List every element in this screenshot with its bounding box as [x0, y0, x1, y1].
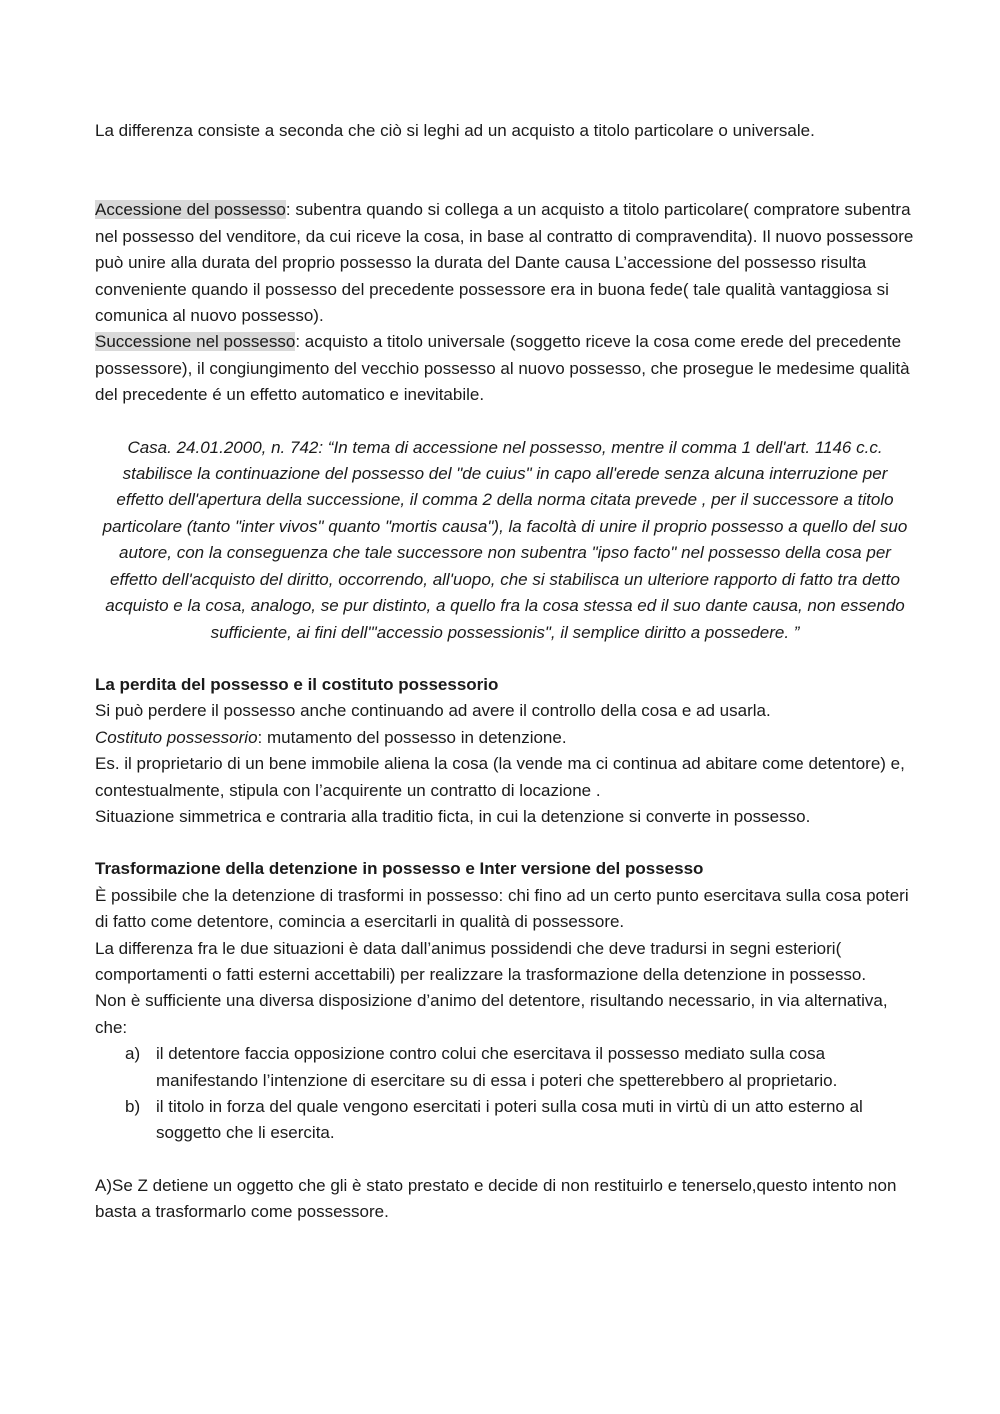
costituto-text: : mutamento del possesso in detenzione.	[257, 727, 567, 747]
costituto-paragraph	[95, 725, 915, 751]
successione-term: Successione nel possesso	[95, 332, 296, 352]
list-marker: a)	[125, 1044, 141, 1064]
list-item-text: il titolo in forza del quale vengono esercitati i poteri sulla cosa muti in virtù di un atto esterno al soggetto che li esercita.	[156, 1097, 863, 1143]
costituto-term: Costituto possessorio	[95, 727, 258, 747]
trasformazione-p1: È possibile che la detenzione di trasformi in possesso: chi fino ad un certo punto esercitava sulla cosa poteri di fatto come detentore, comincia a esercitarli in qualità di possessore.	[95, 885, 909, 932]
spacer	[95, 830, 915, 856]
spacer	[95, 1147, 915, 1173]
list-marker: b)	[125, 1097, 141, 1116]
trasformazione-p3: Non è sufficiente una diversa disposizione d’animo del detentore, risultando necessario, in via alternativa, che:	[95, 991, 888, 1037]
perdita-line1: Si può perdere il possesso anche continuando ad avere il controllo della cosa e ad usarla.	[95, 701, 771, 721]
accessione-term: Accessione del possesso	[95, 200, 286, 220]
successione-paragraph	[95, 329, 915, 408]
perdita-simmetrica: Situazione simmetrica e contraria alla traditio ficta, in cui la detenzione si converte in possesso.	[95, 806, 811, 826]
list-item	[95, 1041, 915, 1094]
spacer	[95, 144, 915, 197]
trasformazione-heading: Trasformazione della detenzione in possesso e Inter versione del possesso	[95, 859, 704, 879]
accessione-text: : subentra quando si collega a un acquisto a titolo particolare( compratore subentra nel possesso del venditore, da cui riceve la cosa, in base al contratto di compravendita). Il nuovo possessore può unire alla durata del proprio possesso la durata del Dante causa L’accessione del possesso risulta conveniente quando il possesso del precedente possessore era in buona fede( tale qualità vantaggiosa si comunica al nuovo possesso).	[95, 200, 914, 326]
document-page	[95, 118, 915, 1226]
list-item-text: il detentore faccia opposizione contro colui che esercitava il possesso mediato sulla cosa manifestando l’intenzione di esercitare su di essa i poteri che spetterebbero al proprietario.	[156, 1044, 838, 1090]
successione-text: : acquisto a titolo universale (soggetto riceve la cosa come erede del precedente possessore), il congiungimento del vecchio possesso al nuovo possesso, che prosegue le medesime qualità del precedente é un effetto automatico e inevitabile.	[95, 332, 910, 405]
intro-paragraph: La differenza consiste a seconda che ciò si leghi ad un acquisto a titolo particolare o universale.	[95, 121, 815, 140]
case-law-quote: Casa. 24.01.2000, n. 742: “In tema di accessione nel possesso, mentre il comma 1 dell'art. 1146 c.c. stabilisce la continuazione del possesso del "de cuius" in capo all'erede senza alcuna interruzione per effetto dell'apertura della successione, il comma 2 della norma citata prevede , per il successore a titolo particolare (tanto "inter vivos" quanto "mortis causa"), la facoltà di unire il proprio possesso a quello del suo autore, con la conseguenza che tale successore non subentra "ipso facto" nel possesso della cosa per effetto dell'acquisto del diritto, occorrendo, all'uopo, che si stabilisca un ulteriore rapporto di fatto tra detto acquisto e la cosa, analogo, se pur distinto, a quello fra la cosa stessa ed il suo dante causa, non essendo sufficiente, ai fini dell'"accessio possessionis", il semplice diritto a possedere. ”	[102, 437, 908, 642]
list-item	[95, 1094, 915, 1147]
perdita-example: Es. il proprietario di un bene immobile aliena la cosa (la vende ma ci continua ad abitare come detentore) e, contestualmente, stipula con l’acquirente un contratto di locazione .	[95, 754, 905, 800]
spacer	[95, 409, 915, 435]
final-paragraph: A)Se Z detiene un oggetto che gli è stato prestato e decide di non restituirlo e tenerselo,questo intento non basta a trasformarlo come possessore.	[95, 1175, 897, 1222]
spacer	[95, 646, 915, 672]
accessione-paragraph	[95, 197, 915, 329]
alternatives-list	[95, 1041, 915, 1147]
trasformazione-p2: La differenza fra le due situazioni è data dall’animus possidendi che deve tradursi in segni esteriori( comportamenti o fatti esterni accettabili) per realizzare la trasformazione della detenzione in possesso.	[95, 938, 867, 984]
perdita-heading: La perdita del possesso e il costituto possessorio	[95, 674, 499, 694]
